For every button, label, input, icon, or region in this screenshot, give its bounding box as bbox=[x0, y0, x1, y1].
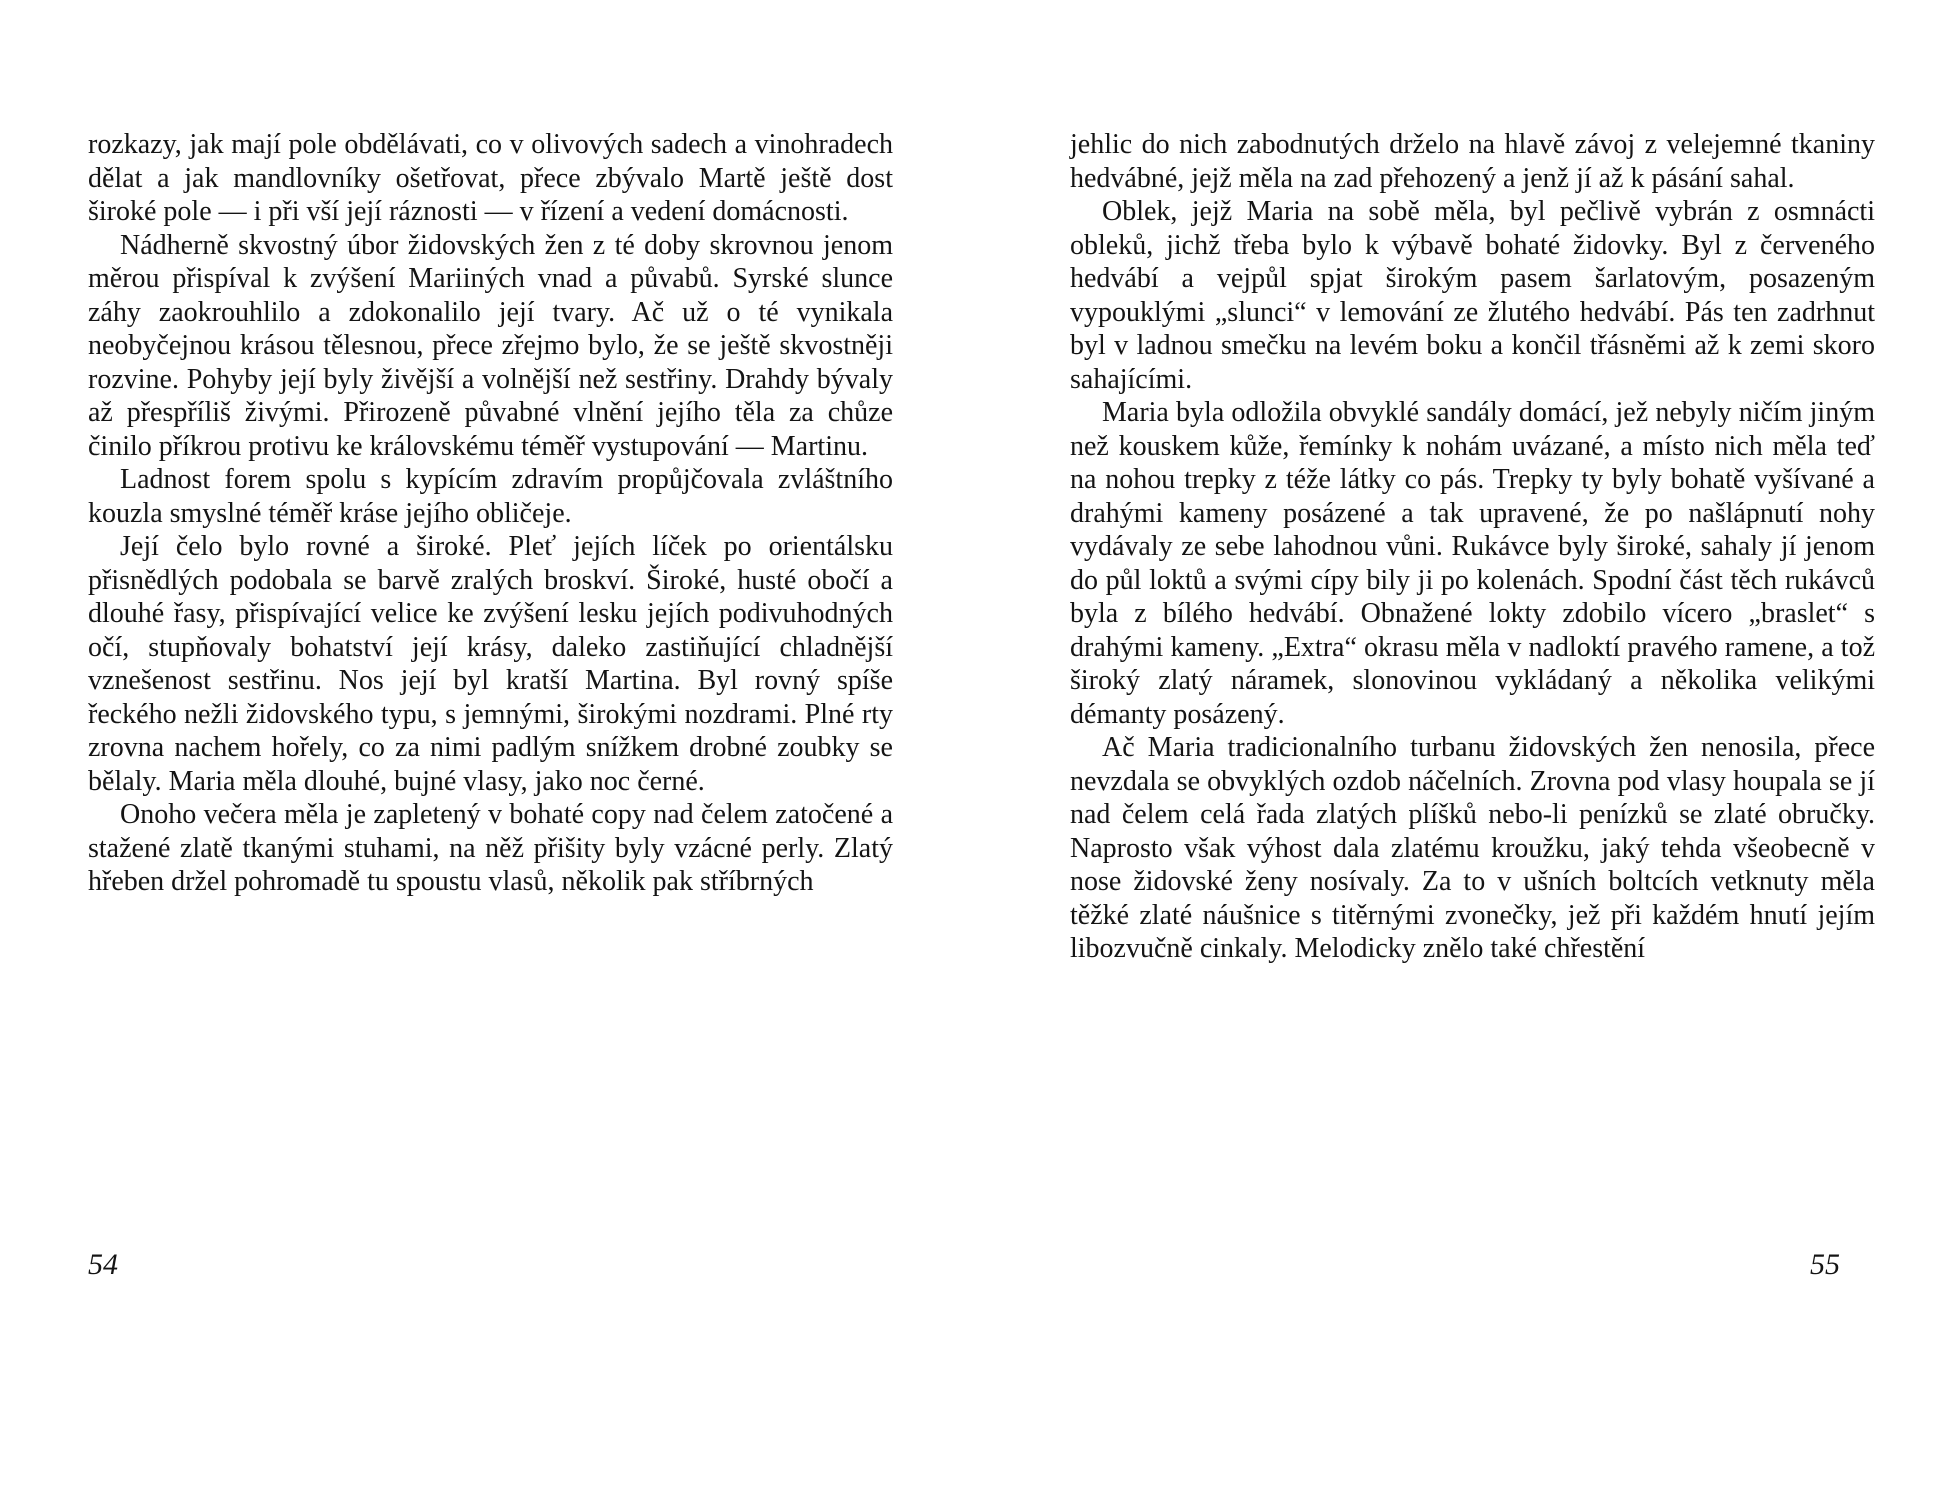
paragraph: Nádherně skvostný úbor židovských žen z té doby skrovnou jenom měrou přispíval k zvýšení Mariiných vnad a půvabů. Syrské slunce záhy zaokrouhlilo a zdokonalilo její tvary. Ač už o té vynikala neobyčejnou krásou tělesnou, přece zřejmo bylo, že se ještě skvostněji rozvine. Pohyby její byly živější a volnější než sestřiny. Drahdy bývaly až přespříliš živými. Přirozeně půvabné vlnění jejího těla za chůze činilo příkrou protivu ke královskému téměř vystupování — Martinu. bbox=[88, 229, 893, 462]
paragraph: jehlic do nich zabodnutých drželo na hlavě závoj z velejemné tkaniny hedvábné, jejž měla na zad přehozený a jenž jí až k pásání sahal. bbox=[1070, 129, 1875, 194]
right-page bbox=[1070, 128, 1875, 966]
left-page bbox=[88, 128, 893, 899]
paragraph: rozkazy, jak mají pole obdělávati, co v olivových sadech a vinohradech dělat a jak mandlovníky ošetřovat, přece zbývalo Martě ještě dost široké pole — i při vší její ráznosti — v řízení a vedení domácnosti. bbox=[88, 129, 893, 227]
page-number-right: 55 bbox=[1810, 1248, 1840, 1281]
paragraph: Její čelo bylo rovné a široké. Pleť jejích líček po orientálsku přisnědlých podobala se barvě zralých broskví. Široké, husté obočí a dlouhé řasy, přispívající velice ke zvýšení lesku jejích podivuhodných očí, stupňovaly bohatství její krásy, daleko zastiňující chladnější vznešenost sestřinu. Nos její byl kratší Martina. Byl rovný spíše řeckého nežli židovského typu, s jemnými, širokými nozdrami. Plné rty zrovna nachem hořely, co za nimi padlým snížkem drobné zoubky se bělaly. Maria měla dlouhé, bujné vlasy, jako noc černé. bbox=[88, 531, 893, 797]
paragraph: Maria byla odložila obvyklé sandály domácí, jež nebyly ničím jiným než kouskem kůže, řemínky k nohám uvázané, a místo nich měla teď na nohou trepky z téže látky co pás. Trepky ty byly bohatě vyšívané a drahými kameny posázené a tak upravené, že po našlápnutí nohy vydávaly ze sebe lahodnou vůni. Rukávce byly široké, sahaly jí jenom do půl loktů a svými cípy bily ji po kolenách. Spodní část těch rukávců byla z bílého hedvábí. Obnažené lokty zdobilo vícero „braslet“ s drahými kameny. „Extra“ okrasu měla v nadloktí pravého ramene, a tož široký zlatý náramek, slonovinou vykládaný a několika velikými démanty posázený. bbox=[1070, 397, 1875, 730]
paragraph: Onoho večera měla je zapletený v bohaté copy nad čelem zatočené a stažené zlatě tkanými stuhami, na něž přišity byly vzácné perly. Zlatý hřeben držel pohromadě tu spoustu vlasů, několik pak stříbrných bbox=[88, 799, 893, 897]
paragraph: Ač Maria tradicionalního turbanu židovských žen nenosila, přece nevzdala se obvyklých ozdob náčelních. Zrovna pod vlasy houpala se jí nad čelem celá řada zlatých plíšků nebo-li penízků se zlaté obručky. Naprosto však výhost dala zlatému kroužku, jaký tehda všeobecně v nose židovské ženy nosívaly. Za to v ušních boltcích vetknuty měla těžké zlaté náušnice s titěrnými zvonečky, jež při každém hnutí jejím libozvučně cinkaly. Melodicky znělo také chřestění bbox=[1070, 732, 1875, 964]
paragraph: Ladnost forem spolu s kypícím zdravím propůjčovala zvláštního kouzla smyslné téměř kráse jejího obličeje. bbox=[88, 464, 893, 529]
paragraph: Oblek, jejž Maria na sobě měla, byl pečlivě vybrán z osmnácti obleků, jichž třeba bylo k výbavě bohaté židovky. Byl z červeného hedvábí a vejpůl spjat širokým pasem šarlatovým, posazeným vypouklými „slunci“ v lemování ze žlutého hedvábí. Pás ten zadrhnut byl v ladnou smečku na levém boku a končil třásněmi až k zemi skoro sahajícími. bbox=[1070, 196, 1875, 395]
page-number-left: 54 bbox=[88, 1248, 118, 1281]
